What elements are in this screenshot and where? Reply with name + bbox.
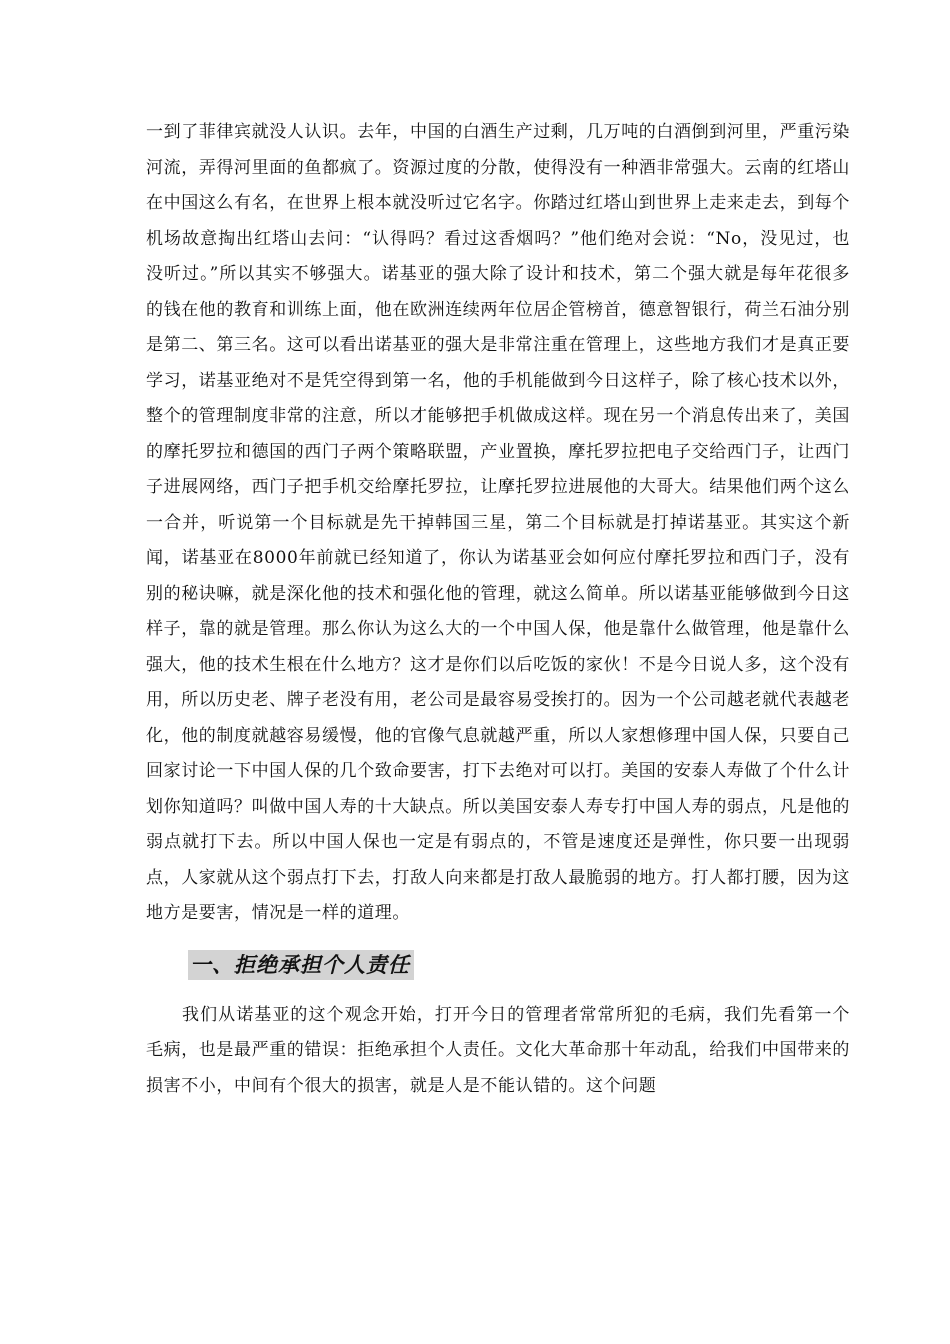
- section-heading: 一、拒绝承担个人责任: [188, 950, 414, 980]
- document-page: [146, 115, 850, 1104]
- section-heading-wrapper: [188, 950, 850, 982]
- body-paragraph-1: 一到了菲律宾就没人认识。去年，中国的白酒生产过剩，几万吨的白酒倒到河里，严重污染河流，弄得河里面的鱼都疯了。资源过度的分散，使得没有一种酒非常强大。云南的红塔山在中国这么有名，在世界上根本就没听过它名字。你踏过红塔山到世界上走来走去，到每个机场故意掏出红塔山去问：“认得吗？看过这香烟吗？”他们绝对会说：“No，没见过，也没听过。”所以其实不够强大。诺基亚的强大除了设计和技术，第二个强大就是每年花很多的钱在他的教育和训练上面，他在欧洲连续两年位居企管榜首，德意智银行，荷兰石油分别是第二、第三名。这可以看出诺基亚的强大是非常注重在管理上，这些地方我们才是真正要学习，诺基亚绝对不是凭空得到第一名，他的手机能做到今日这样子，除了核心技术以外，整个的管理制度非常的注意，所以才能够把手机做成这样。现在另一个消息传出来了，美国的摩托罗拉和德国的西门子两个策略联盟，产业置换，摩托罗拉把电子交给西门子，让西门子进展网络，西门子把手机交给摩托罗拉，让摩托罗拉进展他的大哥大。结果他们两个这么一合并，听说第一个目标就是先干掉韩国三星，第二个目标就是打掉诺基亚。其实这个新闻，诺基亚在8000年前就已经知道了，你认为诺基亚会如何应付摩托罗拉和西门子，没有别的秘诀嘛，就是深化他的技术和强化他的管理，就这么简单。所以诺基亚能够做到今日这样子，靠的就是管理。那么你认为这么大的一个中国人保，他是靠什么做管理，他是靠什么强大，他的技术生根在什么地方？这才是你们以后吃饭的家伙！不是今日说人多，这个没有用，所以历史老、牌子老没有用，老公司是最容易受挨打的。因为一个公司越老就代表越老化，他的制度就越容易缓慢，他的官像气息就越严重，所以人家想修理中国人保，只要自己回家讨论一下中国人保的几个致命要害，打下去绝对可以打。美国的安泰人寿做了个什么计划你知道吗？叫做中国人寿的十大缺点。所以美国安泰人寿专打中国人寿的弱点，凡是他的弱点就打下去。所以中国人保也一定是有弱点的，不管是速度还是弹性，你只要一出现弱点，人家就从这个弱点打下去，打敌人向来都是打敌人最脆弱的地方。打人都打腰，因为这地方是要害，情况是一样的道理。: [146, 122, 850, 923]
- body-paragraph-2: 我们从诺基亚的这个观念开始，打开今日的管理者常常所犯的毛病，我们先看第一个毛病，也是最严重的错误：拒绝承担个人责任。文化大革命那十年动乱，给我们中国带来的损害不小，中间有个很大的损害，就是人是不能认错的。这个问题: [146, 1004, 850, 1096]
